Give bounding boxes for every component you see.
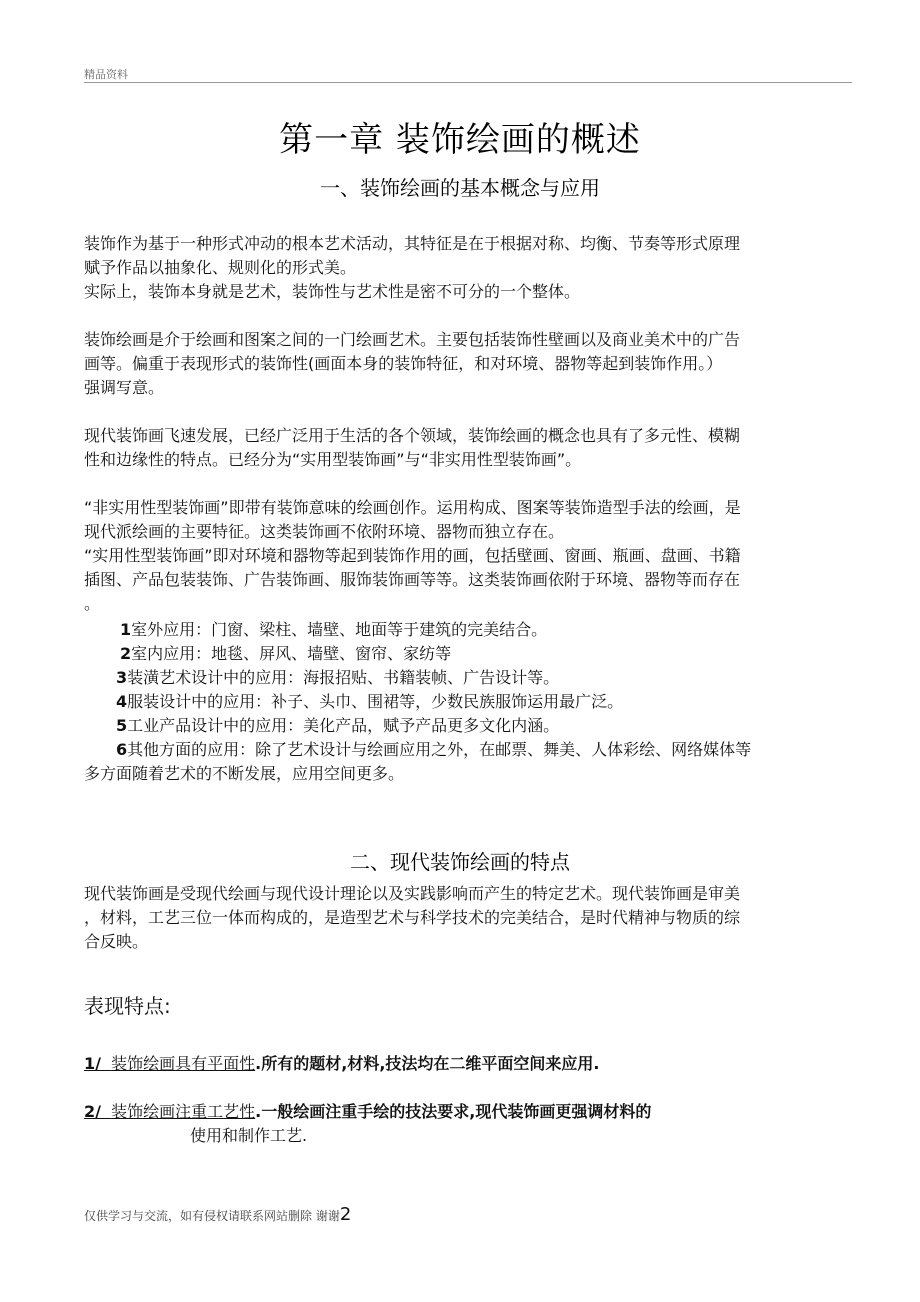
paragraph-modern-development xyxy=(84,424,854,472)
feature-number: 2/ xyxy=(84,1102,101,1121)
feature-description: .所有的题材,材料,技法均在二维平面空间来应用. xyxy=(255,1054,600,1073)
application-item xyxy=(84,618,890,642)
feature-item-continued: 使用和制作工艺. xyxy=(190,1126,308,1145)
application-text: 服装设计中的应用：补子、头巾、围裙等，少数民族服饰运用最广泛。 xyxy=(127,692,624,711)
text-line: 装饰绘画是介于绘画和图案之间的一门绘画艺术。主要包括装饰性壁画以及商业美术中的广告 xyxy=(84,330,741,349)
text-line: “实用性型装饰画”即对环境和器物等起到装饰作用的画，包括壁画、窗画、瓶画、盘画、书籍 xyxy=(84,546,741,565)
application-number: 2 xyxy=(120,644,132,663)
application-item-continued: 多方面随着艺术的不断发展，应用空间更多。 xyxy=(84,764,405,783)
header-divider xyxy=(84,82,852,83)
text-line: 现代装饰画是受现代绘画与现代设计理论以及实践影响而产生的特定艺术。现代装饰画是审美 xyxy=(84,884,741,903)
feature-title: 装饰绘画注重工艺性 xyxy=(111,1102,256,1121)
text-line: 合反映。 xyxy=(84,932,149,951)
application-number: 4 xyxy=(116,692,128,711)
text-line: 赋予作品以抽象化、规则化的形式美。 xyxy=(84,258,357,277)
application-number: 6 xyxy=(116,740,128,759)
page-title: 第一章 装饰绘画的概述 xyxy=(279,120,641,160)
application-text: 工业产品设计中的应用：美化产品，赋予产品更多文化内涵。 xyxy=(127,716,560,735)
application-item xyxy=(84,690,886,714)
text-line: 插图、产品包装装饰、广告装饰画、服饰装饰画等等。这类装饰画依附于环境、器物等而存在 xyxy=(84,570,741,589)
page-number: 2 xyxy=(339,1204,352,1225)
text-line: 实际上，装饰本身就是艺术，装饰性与艺术性是密不可分的一个整体。 xyxy=(84,282,581,301)
application-number: 1 xyxy=(120,620,132,639)
text-line: ，材料，工艺三位一体而构成的，是造型艺术与科学技术的完美结合，是时代精神与物质的综 xyxy=(84,908,741,927)
footer xyxy=(84,1204,351,1225)
application-number: 5 xyxy=(116,716,128,735)
application-item xyxy=(84,642,890,666)
feature-item-craftsmanship xyxy=(84,1100,651,1124)
application-text: 其他方面的应用：除了艺术设计与绘画应用之外，在邮票、舞美、人体彩绘、网络媒体等 xyxy=(127,740,752,759)
application-number: 3 xyxy=(116,668,128,687)
text-line: “非实用性型装饰画”即带有装饰意味的绘画创作。运用构成、图案等装饰造型手法的绘画，是 xyxy=(84,498,741,517)
section2-heading: 二、现代装饰绘画的特点 xyxy=(350,850,570,874)
text-line: 现代装饰画飞速发展，已经广泛用于生活的各个领域，装饰绘画的概念也具有了多元性、模糊 xyxy=(84,426,741,445)
paragraph-decorative-painting xyxy=(84,328,854,400)
feature-title: 装饰绘画具有平面性 xyxy=(111,1054,256,1073)
feature-item-flatness xyxy=(84,1052,600,1076)
feature-number: 1/ xyxy=(84,1054,101,1073)
application-item xyxy=(84,714,886,738)
text-line: 现代派绘画的主要特征。这类装饰画不依附环境、器物而独立存在。 xyxy=(84,522,565,541)
text-line: 。 xyxy=(84,594,101,613)
application-item xyxy=(84,738,886,762)
features-heading: 表现特点: xyxy=(84,994,171,1018)
text-line: 装饰作为基于一种形式冲动的根本艺术活动，其特征是在于根据对称、均衡、节奏等形式原理 xyxy=(84,234,741,253)
paragraph-modern-features xyxy=(84,882,854,954)
feature-description: .一般绘画注重手绘的技法要求,现代装饰画更强调材料的 xyxy=(255,1102,652,1121)
text-line: 强调写意。 xyxy=(84,378,165,397)
text-line: 性和边缘性的特点。已经分为“实用型装饰画”与“非实用性型装饰画”。 xyxy=(84,450,582,469)
application-item xyxy=(84,666,886,690)
section1-heading: 一、装饰绘画的基本概念与应用 xyxy=(320,176,600,200)
text-line: 画等。偏重于表现形式的装饰性(画面本身的装饰特征，和对环境、器物等起到装饰作用。） xyxy=(84,354,723,373)
footer-note: 仅供学习与交流，如有侵权请联系网站删除 谢谢 xyxy=(84,1209,340,1223)
header-label: 精品资料 xyxy=(84,68,128,81)
application-text: 装潢艺术设计中的应用：海报招贴、书籍装帧、广告设计等。 xyxy=(127,668,560,687)
paragraph-decoration-intro xyxy=(84,232,854,304)
application-text: 室内应用：地毯、屏风、墙壁、窗帘、家纺等 xyxy=(131,644,452,663)
application-text: 室外应用：门窗、梁柱、墙壁、地面等于建筑的完美结合。 xyxy=(131,620,548,639)
paragraph-painting-types xyxy=(84,496,854,616)
